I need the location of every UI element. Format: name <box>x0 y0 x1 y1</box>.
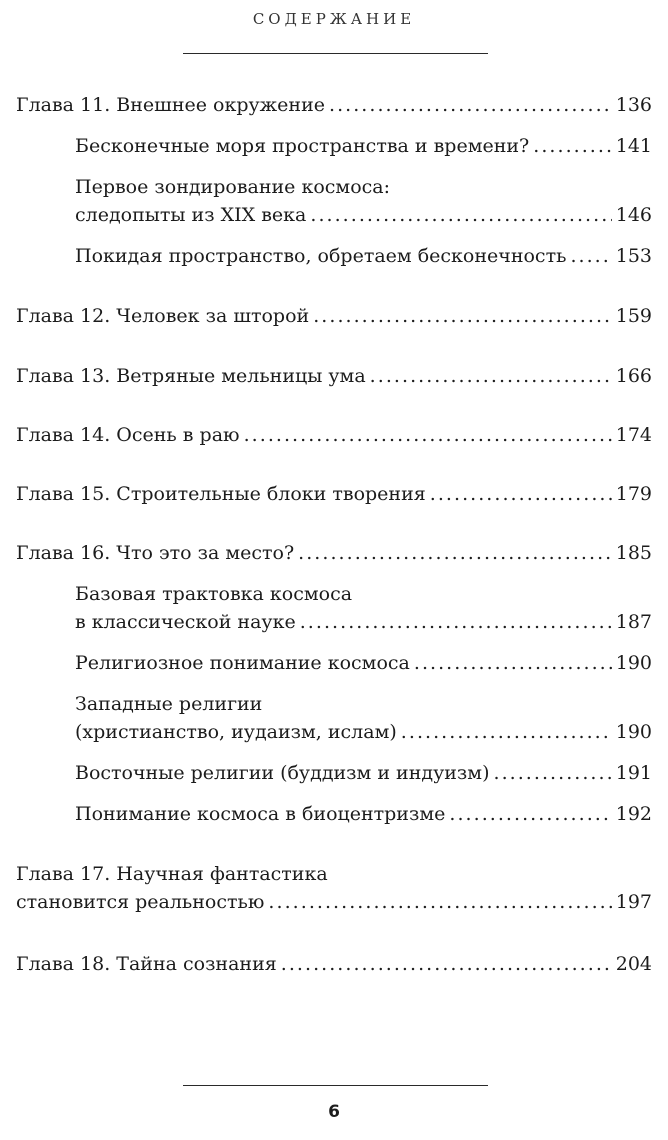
toc-section[interactable] <box>75 580 652 636</box>
dot-leader <box>244 421 612 449</box>
dot-leader <box>313 302 612 330</box>
toc-title: Глава 18. Тайна сознания <box>16 953 277 975</box>
dot-leader <box>268 888 611 916</box>
dot-leader <box>300 608 612 636</box>
toc-page-number: 179 <box>615 483 652 505</box>
toc-page-number: 174 <box>615 424 652 446</box>
toc-page-number: 153 <box>615 245 652 267</box>
dot-leader <box>401 718 612 746</box>
toc-section[interactable] <box>75 649 652 677</box>
footer-rule <box>183 1085 488 1086</box>
toc-page-number: 192 <box>615 803 652 825</box>
toc-page-number: 190 <box>615 721 652 743</box>
toc-page-number: 197 <box>615 891 652 913</box>
toc-title: Религиозное понимание космоса <box>75 652 410 674</box>
toc-chapter-11[interactable] <box>16 91 652 119</box>
toc-title: Базовая трактовка космоса <box>75 583 353 605</box>
dot-leader <box>281 950 612 978</box>
toc-title: Глава 11. Внешнее окружение <box>16 94 325 116</box>
dot-leader <box>430 480 612 508</box>
toc-title: Глава 17. Научная фантастика <box>16 863 328 885</box>
toc-page-number: 191 <box>615 762 652 784</box>
toc-title: Понимание космоса в биоцентризме <box>75 803 446 825</box>
toc-page-number: 187 <box>615 611 652 633</box>
toc-title: Западные религии <box>75 693 263 715</box>
toc-chapter-16[interactable] <box>16 539 652 567</box>
toc-section[interactable] <box>75 759 652 787</box>
toc-title: Глава 16. Что это за место? <box>16 542 295 564</box>
toc-title: Бесконечные моря пространства и времени? <box>75 135 530 157</box>
toc-title-cont: становится реальностью <box>16 891 265 913</box>
toc-page-number: 190 <box>615 652 652 674</box>
toc-chapter-17[interactable] <box>16 860 652 916</box>
dot-leader <box>298 539 612 567</box>
toc-title: Глава 14. Осень в раю <box>16 424 240 446</box>
dot-leader <box>370 362 612 390</box>
toc-page-number: 166 <box>615 365 652 387</box>
toc-page-number: 159 <box>615 305 652 327</box>
dot-leader <box>493 759 611 787</box>
toc-section[interactable] <box>75 690 652 746</box>
toc-page-number: 204 <box>615 953 652 975</box>
dot-leader <box>449 800 611 828</box>
toc-page-number: 136 <box>615 94 652 116</box>
toc-title: Глава 12. Человек за шторой <box>16 305 310 327</box>
toc-chapter-14[interactable] <box>16 421 652 449</box>
toc-title: Покидая пространство, обретаем бесконечность <box>75 245 567 267</box>
toc-section[interactable] <box>75 242 652 270</box>
toc-title-cont: следопыты из XIX века <box>75 204 307 226</box>
toc-title: Глава 13. Ветряные мельницы ума <box>16 365 366 387</box>
toc-title-cont: (христианство, иудаизм, ислам) <box>75 721 397 743</box>
toc-title-cont: в классической науке <box>75 611 296 633</box>
toc-chapter-15[interactable] <box>16 480 652 508</box>
toc-chapter-13[interactable] <box>16 362 652 390</box>
toc-page-number: 146 <box>615 204 652 226</box>
page-number: 6 <box>328 1102 340 1122</box>
dot-leader <box>570 242 611 270</box>
header-rule <box>183 53 488 54</box>
dot-leader <box>329 91 612 119</box>
toc-page-number: 185 <box>615 542 652 564</box>
toc-section[interactable] <box>75 132 652 160</box>
dot-leader <box>414 649 612 677</box>
toc-page-number: 141 <box>615 135 652 157</box>
toc-chapter-12[interactable] <box>16 302 652 330</box>
running-header: СОДЕРЖАНИЕ <box>252 10 416 28</box>
dot-leader <box>533 132 611 160</box>
toc-section[interactable] <box>75 800 652 828</box>
toc-title: Восточные религии (буддизм и индуизм) <box>75 762 490 784</box>
toc-section[interactable] <box>75 173 652 229</box>
toc-chapter-18[interactable] <box>16 950 652 978</box>
toc-title: Глава 15. Строительные блоки творения <box>16 483 426 505</box>
toc-title: Первое зондирование космоса: <box>75 176 391 198</box>
dot-leader <box>310 201 611 229</box>
